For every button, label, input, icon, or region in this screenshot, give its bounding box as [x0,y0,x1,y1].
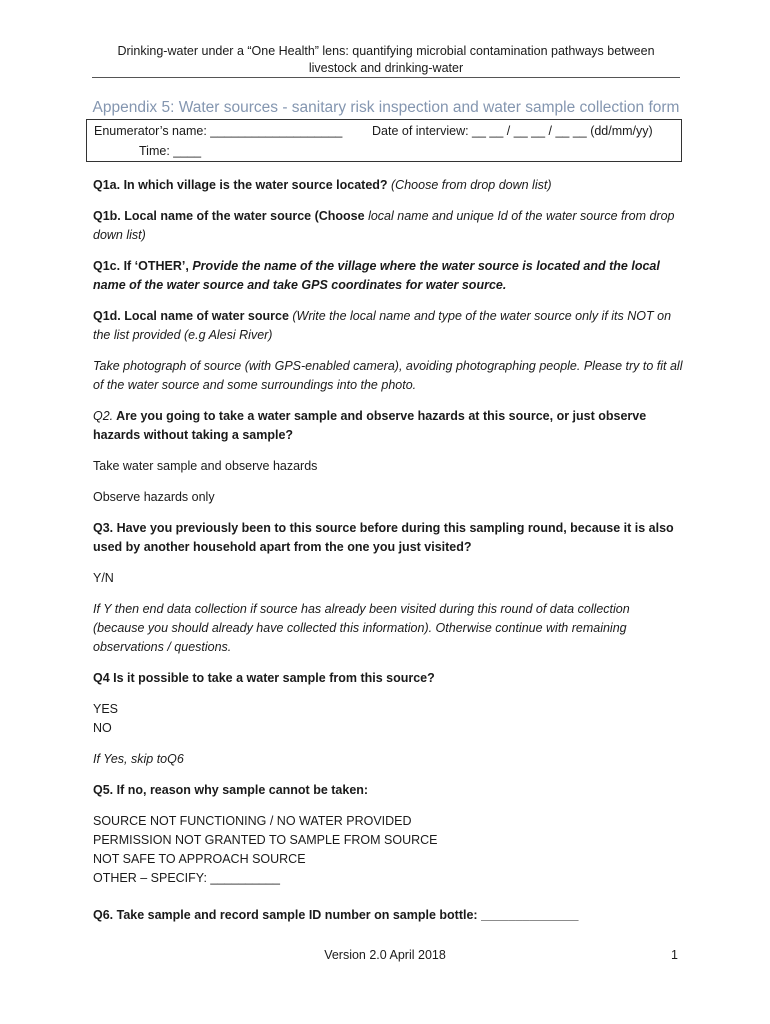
photo-instruction: Take photograph of source (with GPS-enabled camera), avoiding photographing people. Please try to fit all of the water source and some surroundings into the photo. [93,359,683,392]
q5-option: PERMISSION NOT GRANTED TO SAMPLE FROM SOURCE [93,833,438,847]
appendix-title: Appendix 5: Water sources - sanitary risk inspection and water sample collection form [92,99,680,116]
q4-option: NO [93,721,112,735]
q5-option: NOT SAFE TO APPROACH SOURCE [93,852,306,866]
question-q1c: Q1c. If ‘OTHER’, Provide the name of the village where the water source is located and the local name of the water source and take GPS coordinates for water source. [93,259,660,292]
question-q3: Q3. Have you previously been to this source before during this sampling round, because it is also used by another household apart from the one you just visited? [93,521,674,554]
form-content [93,176,683,925]
q2-option: Take water sample and observe hazards [93,459,318,473]
question-q4: Q4 Is it possible to take a water sample from this source? [93,671,435,685]
question-q2: Q2. Are you going to take a water sample and observe hazards at this source, or just observe hazards without taking a sample? [93,409,647,442]
header-divider [92,77,680,78]
q5-option: SOURCE NOT FUNCTIONING / NO WATER PROVIDED [93,814,412,828]
document-header [92,43,680,77]
q5-option: OTHER – SPECIFY: __________ [93,871,280,885]
question-q6: Q6. Take sample and record sample ID number on sample bottle: ______________ [93,908,579,922]
version-footer: Version 2.0 April 2018 [324,948,446,962]
q3-answer: Y/N [93,571,114,585]
interview-info-box [86,119,682,162]
question-q5: Q5. If no, reason why sample cannot be taken: [93,783,369,797]
header-line-1: Drinking-water under a “One Health” lens: quantifying microbial contamination pathways between [117,44,655,58]
header-line-2: livestock and drinking-water [308,61,464,75]
interview-time-field: Time: ____ [139,144,202,158]
q3-instruction: If Y then end data collection if source has already been visited during this round of data collection (because you should already have collected this information). Otherwise continue with remaining observations / questions. [93,602,630,654]
question-q1a: Q1a. In which village is the water source located? (Choose from drop down list) [93,178,552,192]
q2-option: Observe hazards only [93,490,215,504]
question-q1d: Q1d. Local name of water source (Write the local name and type of the water source only if its NOT on the list provided (e.g Alesi River) [93,309,672,342]
question-q1b: Q1b. Local name of the water source (Choose local name and unique Id of the water source from drop down list) [93,209,675,242]
interview-date-field: Date of interview: __ __ / __ __ / __ __ (dd/mm/yy) [372,124,653,138]
q4-option: YES [93,702,119,716]
enumerator-name-field: Enumerator’s name: ___________________ [94,124,343,138]
page-number: 1 [671,948,678,962]
q4-instruction: If Yes, skip toQ6 [93,752,184,766]
